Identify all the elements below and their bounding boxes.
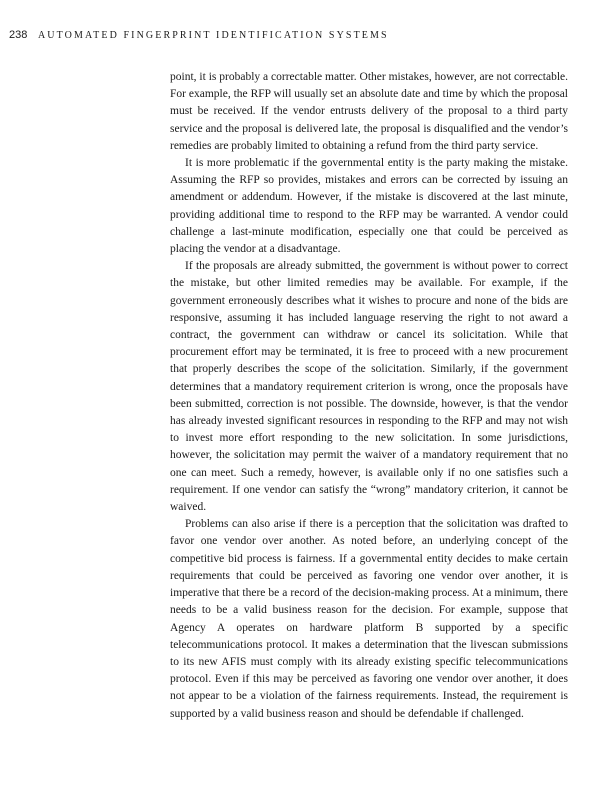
page-number: 238 [9, 29, 28, 41]
paragraph: If the proposals are already submitted, the government is without power to correct the mistake, but other limited remedies may be available. For example, if the government erroneously describes what it wishes to procure and none of the bids are responsive, assuming it has included language reserving the right to not award a contract, the government can withdraw or cancel its solicitation. While that procurement effort may be terminated, it is free to proceed with a new procurement that properly describes the scope of the solicitation. Similarly, if the government determines that a mandatory requirement criterion is wrong, once the proposals have been submitted, correction is not possible. The downside, however, is that the vendor has already invested significant resources in responding to the RFP and may not wish to invest more effort responding to the new solicitation. In some jurisdictions, however, the solicitation may permit the waiver of a mandatory requirement that no one can meet. Such a remedy, however, is available only if no one satisfies such a requirement. If one vendor can satisfy the “wrong” mandatory criterion, it cannot be waived. [170, 260, 568, 514]
running-title: AUTOMATED FINGERPRINT IDENTIFICATION SYSTEMS [37, 30, 389, 41]
running-head [9, 29, 389, 42]
paragraph: Problems can also arise if there is a perception that the solicitation was drafted to favor one vendor over another. As noted before, an underlying concept of the competitive bid process is fairness. If a governmental entity decides to make certain requirements that could be perceived as favoring one vendor over another, it is imperative that there be a record of the decision-making process. At a minimum, there needs to be a valid business reason for the decision. For example, suppose that Agency A operates on hardware platform B supported by a specific telecommunications protocol. It makes a determination that the livescan submissions to its new AFIS must comply with its already existing specific telecommunications protocol. Even if this may be perceived as favoring one vendor over another, it does not appear to be a violation of the fairness requirements. Instead, the requirement is supported by a valid business reason and should be defendable if challenged. [170, 518, 568, 720]
paragraph: It is more problematic if the governmental entity is the party making the mistake. Assuming the RFP so provides, mistakes and errors can be corrected by issuing an amendment or addendum. However, if the mistake is discovered at the last minute, providing additional time to respond to the RFP may be warranted. A vendor could challenge a last-minute modification, especially one that could be perceived as placing the vendor at a disadvantage. [170, 157, 568, 256]
paragraph: point, it is probably a correctable matter. Other mistakes, however, are not correctable. For example, the RFP will usually set an absolute date and time by which the proposal must be received. If the vendor entrusts delivery of the proposal to a third party service and the proposal is delivered late, the proposal is disqualified and the vendor’s remedies are probably limited to obtaining a refund from the third party service. [170, 71, 568, 152]
body-text [170, 69, 568, 723]
